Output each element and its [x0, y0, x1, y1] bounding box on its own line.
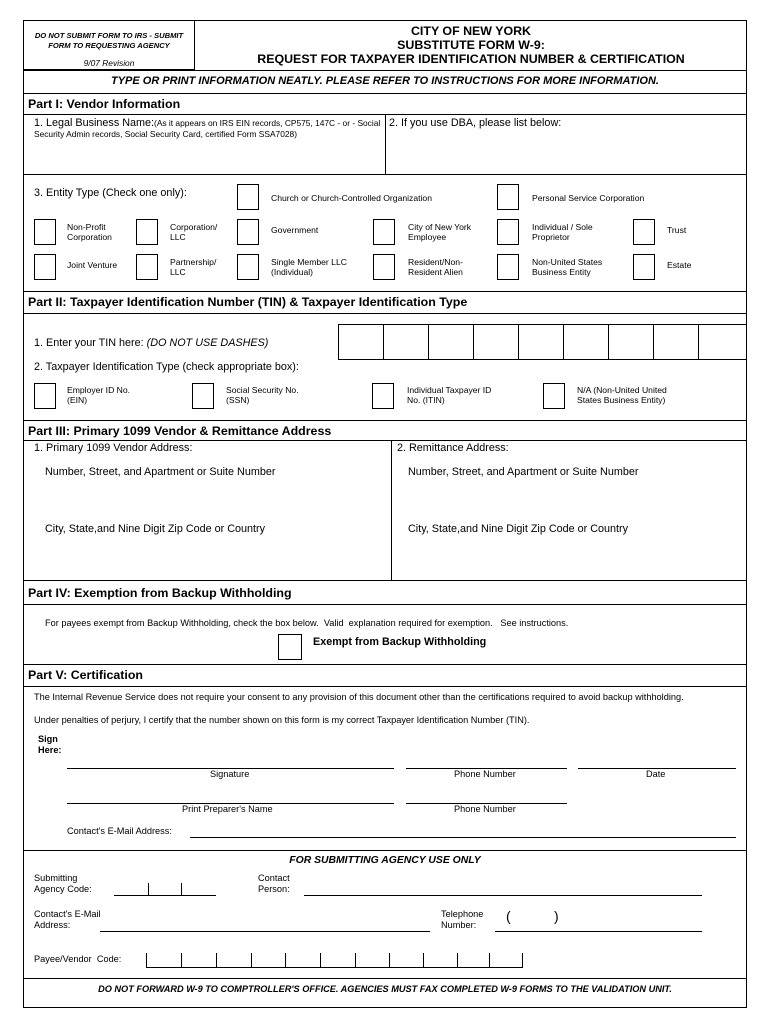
- remit-city-field[interactable]: City, State,and Nine Digit Zip Code or Country: [408, 523, 629, 535]
- part5-divider: [23, 686, 747, 687]
- church-checkbox[interactable]: [237, 184, 259, 210]
- entity-type-label: 3. Entity Type (Check one only):: [34, 187, 187, 199]
- single-member-label: Single Member LLC (Individual): [271, 257, 347, 277]
- non-us-checkbox[interactable]: [497, 254, 519, 280]
- form-title-substitute: SUBSTITUTE FORM W-9:: [397, 38, 545, 52]
- sign-here-label: Sign Here:: [38, 734, 62, 755]
- enter-tin-label: [34, 337, 268, 349]
- contact-person-label: Contact Person:: [258, 873, 290, 894]
- payee-tick-9: [423, 953, 424, 967]
- footer-notice: DO NOT FORWARD W-9 TO COMPTROLLER'S OFFICE. AGENCIES MUST FAX COMPLETED W-9 FORMS TO THE VALIDATION UNIT.: [98, 984, 672, 994]
- tin-type-label: 2. Taxpayer Identification Type (check appropriate box):: [34, 361, 299, 373]
- nonprofit-checkbox[interactable]: [34, 219, 56, 245]
- part2-title: Part II: Taxpayer Identification Number (TIN) & Taxpayer Identification Type: [28, 295, 468, 309]
- tin-digit-9[interactable]: [698, 324, 747, 360]
- footer-divider: [23, 978, 747, 979]
- tin-digit-5[interactable]: [518, 324, 564, 360]
- name-dba-divider: [385, 114, 386, 174]
- telephone-paren-close: ): [554, 908, 559, 924]
- primary-street-field[interactable]: Number, Street, and Apartment or Suite Number: [45, 466, 276, 478]
- payee-tick-8: [389, 953, 390, 967]
- payee-tick-10: [457, 953, 458, 967]
- estate-label: Estate: [667, 260, 692, 270]
- payee-tick-7: [355, 953, 356, 967]
- irs-consent-text: The Internal Revenue Service does not require your consent to any provision of this document other than the certifications required to avoid backup withholding.: [34, 692, 684, 702]
- part2-top-divider: [23, 291, 747, 292]
- telephone-label: Telephone Number:: [441, 909, 484, 930]
- agency-title: FOR SUBMITTING AGENCY USE ONLY: [289, 855, 481, 866]
- tin-digit-2[interactable]: [383, 324, 429, 360]
- payee-tick-6: [320, 953, 321, 967]
- na-checkbox[interactable]: [543, 383, 565, 409]
- contact-email-line[interactable]: [190, 837, 736, 838]
- trust-checkbox[interactable]: [633, 219, 655, 245]
- agency-code-tick-2: [181, 883, 182, 895]
- tin-digit-4[interactable]: [473, 324, 519, 360]
- preparer-caption: Print Preparer's Name: [182, 804, 273, 814]
- perjury-text: Under penalties of perjury, I certify that the number shown on this form is my correct Taxpayer Identification Number (TIN).: [34, 715, 530, 725]
- legal-name-field[interactable]: [34, 118, 382, 140]
- address-divider: [391, 440, 392, 580]
- part4-divider: [23, 604, 747, 605]
- part2-divider: [23, 313, 747, 314]
- form-title-city: CITY OF NEW YORK: [410, 24, 532, 38]
- legal-name-label: 1. Legal Business Name:: [34, 117, 155, 129]
- payee-tick-12: [522, 953, 523, 967]
- legal-name-note: (As it appears on IRS EIN records, CP575, 147C - or - Social Security Admin records, Social Security Card, certified Form SSA7028): [34, 118, 381, 139]
- contact-email-label: Contact's E-Mail Address:: [67, 826, 172, 836]
- individual-label: Individual / Sole Proprietor: [532, 222, 593, 242]
- agency-contact-email-line[interactable]: [100, 931, 430, 932]
- tin-digit-1[interactable]: [338, 324, 384, 360]
- payee-tick-5: [285, 953, 286, 967]
- remit-address-label: 2. Remittance Address:: [397, 442, 509, 454]
- ssn-checkbox[interactable]: [192, 383, 214, 409]
- agency-top-divider: [23, 850, 747, 851]
- agency-code-field[interactable]: [114, 895, 216, 896]
- partnership-label: Partnership/ LLC: [170, 257, 217, 277]
- itin-checkbox[interactable]: [372, 383, 394, 409]
- psc-label: Personal Service Corporation: [532, 193, 645, 203]
- contact-person-line[interactable]: [304, 895, 702, 896]
- ein-checkbox[interactable]: [34, 383, 56, 409]
- non-us-label: Non-United States Business Entity: [532, 257, 603, 277]
- dba-label: 2. If you use DBA, please list below:: [389, 117, 562, 129]
- part3-title: Part III: Primary 1099 Vendor & Remittance Address: [28, 424, 332, 438]
- part3-top-divider: [23, 420, 747, 421]
- part5-top-divider: [23, 664, 747, 665]
- psc-checkbox[interactable]: [497, 184, 519, 210]
- tin-digit-8[interactable]: [653, 324, 699, 360]
- tin-digit-6[interactable]: [563, 324, 609, 360]
- signature-caption: Signature: [210, 769, 250, 779]
- ssn-label: Social Security No. (SSN): [226, 385, 299, 405]
- payee-tick-3: [216, 953, 217, 967]
- tin-digit-3[interactable]: [428, 324, 474, 360]
- part3-divider: [23, 440, 747, 441]
- phone-caption: Phone Number: [454, 769, 516, 779]
- payee-tick-1: [146, 953, 147, 967]
- no-dashes-note: (DO NOT USE DASHES): [146, 337, 269, 349]
- date-caption: Date: [646, 769, 666, 779]
- partnership-checkbox[interactable]: [136, 254, 158, 280]
- government-checkbox[interactable]: [237, 219, 259, 245]
- revision-label: 9/07 Revision: [83, 58, 135, 68]
- agency-code-label: Submitting Agency Code:: [34, 873, 92, 894]
- part1-title: Part I: Vendor Information: [28, 97, 181, 111]
- corp-llc-checkbox[interactable]: [136, 219, 158, 245]
- individual-checkbox[interactable]: [497, 219, 519, 245]
- single-member-checkbox[interactable]: [237, 254, 259, 280]
- payee-tick-4: [251, 953, 252, 967]
- telephone-line[interactable]: [495, 931, 702, 932]
- primary-address-label: 1. Primary 1099 Vendor Address:: [34, 442, 193, 454]
- part5-title: Part V: Certification: [28, 668, 143, 682]
- trust-label: Trust: [667, 225, 687, 235]
- primary-city-field[interactable]: City, State,and Nine Digit Zip Code or Country: [45, 523, 266, 535]
- itin-label: Individual Taxpayer ID No. (ITIN): [407, 385, 492, 405]
- payee-tick-2: [181, 953, 182, 967]
- instruction-divider: [23, 93, 747, 94]
- header-divider: [23, 70, 747, 71]
- resident-alien-checkbox[interactable]: [373, 254, 395, 280]
- phone2-caption: Phone Number: [454, 804, 516, 814]
- enter-tin-text: 1. Enter your TIN here:: [34, 337, 144, 349]
- exemption-text: For payees exempt from Backup Withholding, check the box below. Valid explanation required for exemption. See instructions.: [45, 618, 569, 628]
- do-not-submit-notice: DO NOT SUBMIT FORM TO IRS - SUBMIT FORM TO REQUESTING AGENCY: [34, 31, 184, 50]
- remit-street-field[interactable]: Number, Street, and Apartment or Suite Number: [408, 466, 639, 478]
- church-label: Church or Church-Controlled Organization: [271, 193, 432, 203]
- joint-venture-checkbox[interactable]: [34, 254, 56, 280]
- tin-digit-7[interactable]: [608, 324, 654, 360]
- form-title-request: REQUEST FOR TAXPAYER IDENTIFICATION NUMBER & CERTIFICATION: [257, 52, 685, 66]
- payee-code-label: Payee/Vendor Code:: [34, 954, 122, 964]
- joint-venture-label: Joint Venture: [67, 260, 118, 270]
- agency-contact-email-label: Contact's E-Mail Address:: [34, 909, 101, 930]
- instruction-banner: TYPE OR PRINT INFORMATION NEATLY. PLEASE REFER TO INSTRUCTIONS FOR MORE INFORMATION.: [111, 75, 659, 87]
- estate-checkbox[interactable]: [633, 254, 655, 280]
- payee-code-field[interactable]: [146, 967, 523, 968]
- government-label: Government: [271, 225, 319, 235]
- telephone-paren-open: (: [506, 908, 511, 924]
- nyc-employee-label: City of New York Employee: [408, 222, 472, 242]
- na-label: N/A (Non-United United States Business Entity): [577, 385, 667, 405]
- exempt-label: Exempt from Backup Withholding: [313, 636, 487, 648]
- corp-llc-label: Corporation/ LLC: [170, 222, 218, 242]
- part4-title: Part IV: Exemption from Backup Withholding: [28, 586, 292, 600]
- resident-alien-label: Resident/Non-Resident Alien: [408, 257, 463, 277]
- nyc-employee-checkbox[interactable]: [373, 219, 395, 245]
- entity-divider: [23, 174, 747, 175]
- part4-top-divider: [23, 580, 747, 581]
- agency-code-tick-1: [148, 883, 149, 895]
- nonprofit-label: Non-Profit Corporation: [67, 222, 112, 242]
- exempt-checkbox[interactable]: [278, 634, 302, 660]
- payee-tick-11: [489, 953, 490, 967]
- ein-label: Employer ID No. (EIN): [67, 385, 131, 405]
